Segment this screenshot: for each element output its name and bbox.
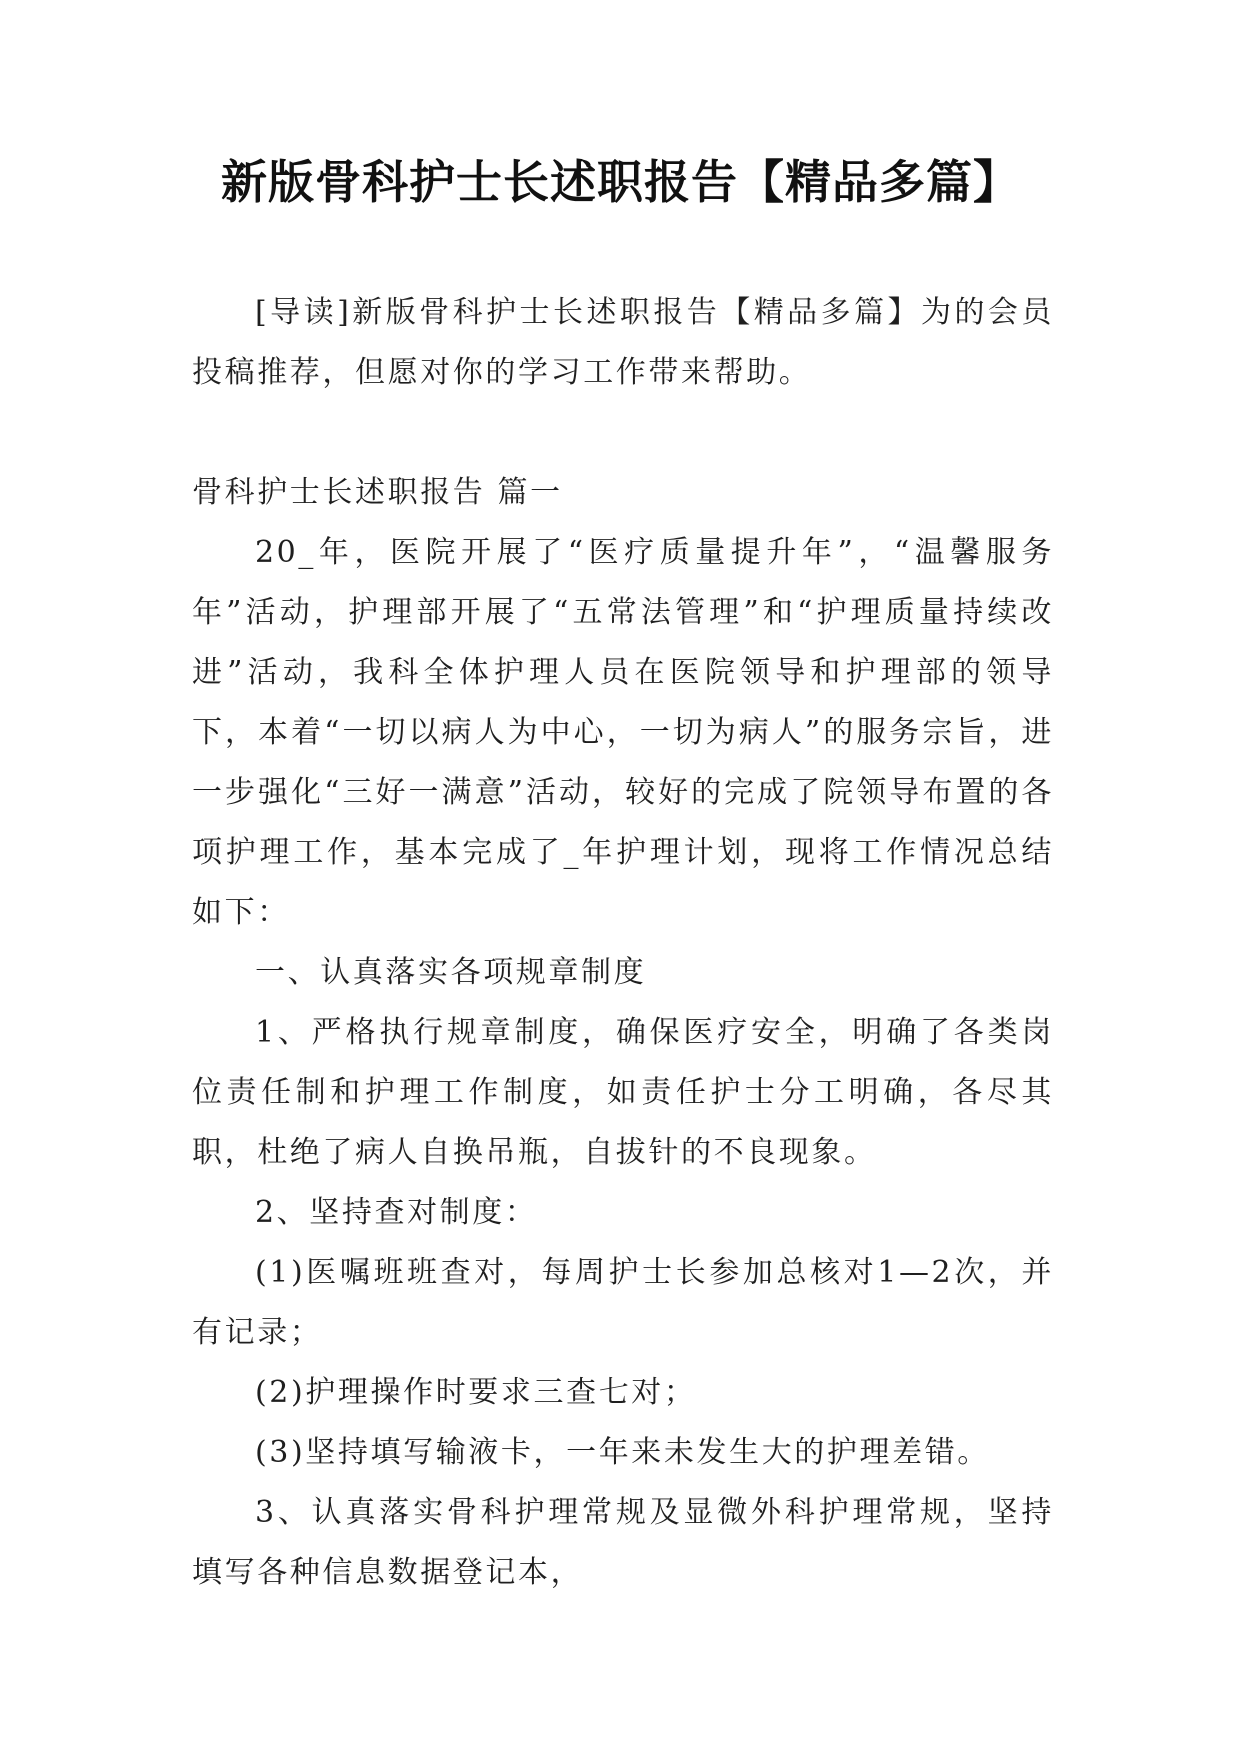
document-body — [192, 283, 1054, 1603]
paragraph: 1、严格执行规章制度，确保医疗安全，明确了各类岗位责任制和护理工作制度，如责任护士分工明确，各尽其职，杜绝了病人自换吊瓶，自拔针的不良现象。 — [192, 1015, 1054, 1170]
paragraph: 20_年，医院开展了“医疗质量提升年”，“温馨服务年”活动，护理部开展了“五常法管理”和“护理质量持续改进”活动，我科全体护理人员在医院领导和护理部的领导下，本着“一切以病人为中心，一切为病人”的服务宗旨，进一步强化“三好一满意”活动，较好的完成了院领导布置的各项护理工作，基本完成了_年护理计划，现将工作情况总结如下： — [192, 535, 1054, 930]
paragraph: (3)坚持填写输液卡，一年来未发生大的护理差错。 — [255, 1435, 990, 1470]
paragraph: (2)护理操作时要求三查七对； — [255, 1375, 697, 1410]
paragraph: 3、认真落实骨科护理常规及显微外科护理常规，坚持填写各种信息数据登记本， — [192, 1495, 1054, 1590]
section-heading: 骨科护士长述职报告 篇一 — [192, 475, 563, 510]
paragraph: (1)医嘱班班查对，每周护士长参加总核对1—2次，并有记录； — [192, 1255, 1054, 1350]
intro-paragraph: [导读]新版骨科护士长述职报告【精品多篇】为的会员投稿推荐，但愿对你的学习工作带来帮助。 — [192, 295, 1054, 390]
document-title: 新版骨科护士长述职报告【精品多篇】 — [221, 155, 1020, 209]
paragraph: 2、坚持查对制度： — [255, 1195, 538, 1230]
subheading: 一、认真落实各项规章制度 — [255, 955, 647, 990]
